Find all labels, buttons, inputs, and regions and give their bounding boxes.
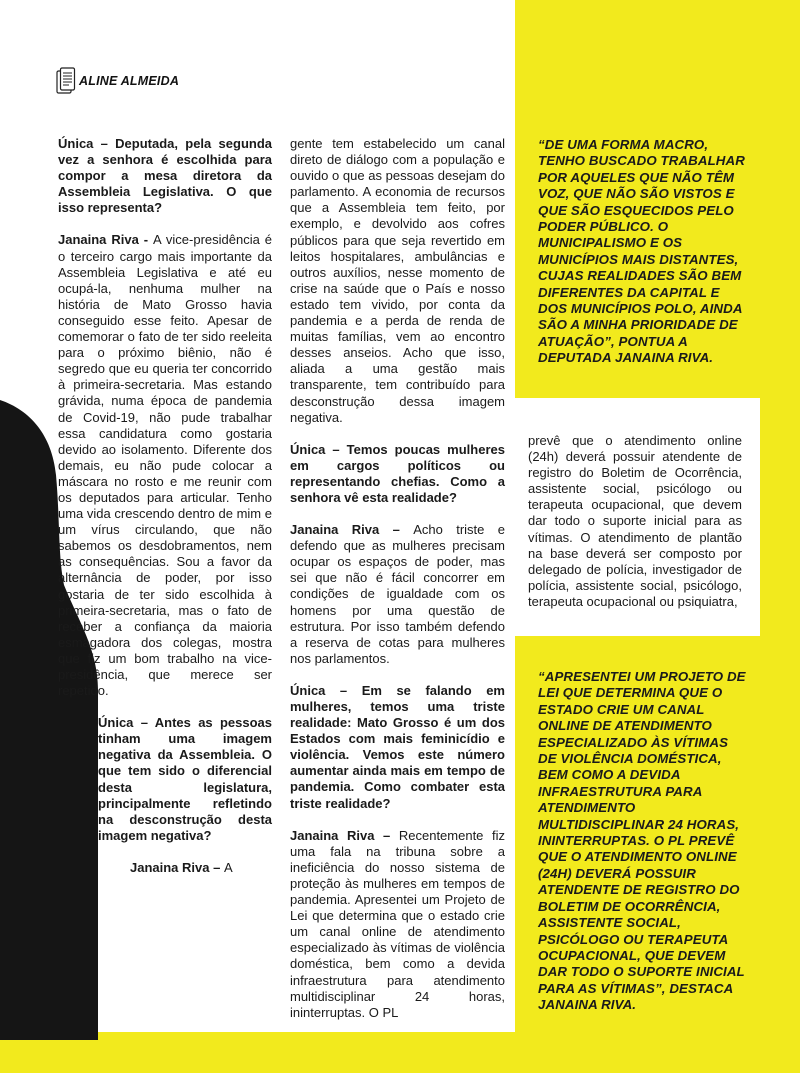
document-icon: [56, 67, 76, 95]
pull-quote-2: “APRESENTEI UM PROJETO DE LEI QUE DETERMINA QUE O ESTADO CRIE UM CANAL ONLINE DE ATENDIMENTO ESPECIALIZADO ÀS VÍTIMAS DE VIOLÊNCIA DOMÉSTICA, BEM COMO A DEVIDA INFRAESTRUTURA PARA ATENDIMENTO MULTIDISCIPLINAR 24 HORAS, ININTERRUPTAS. O PL PREVÊ QUE O ATENDIMENTO ONLINE (24H) DEVERÁ POSSUIR ATENDENTE DE REGISTRO DO BOLETIM DE OCORRÊNCIA, ASSISTENTE SOCIAL, PSICÓLOGO OU TERAPEUTA OCUPACIONAL, QUE DEVEM DAR TODO O SUPORTE INICIAL PARA AS VÍTIMAS”, DESTACA JANAINA RIVA.: [538, 669, 746, 1013]
answer-1: [58, 232, 272, 699]
answer-4-text: Recentemente fiz uma fala na tribuna sobre a ineficiência do nosso sistema de proteção às mulheres em tempos de pandemia. Apresentei um Projeto de Lei que determina que o estado crie um canal online de atendimento especializado às vítimas de violência doméstica, bem como a devida infraestrutura para atendimento multidisciplinar 24 horas, ininterruptas. O PL: [290, 827, 505, 1020]
author-name: ALINE ALMEIDA: [79, 74, 180, 88]
question-3: Única – Temos poucas mulheres em cargos políticos ou representando chefias. Como a senhora vê esta realidade?: [290, 441, 505, 505]
answer-3-speaker: Janaina Riva –: [290, 522, 414, 538]
article-header: [56, 66, 179, 96]
answer-2-start: [58, 860, 272, 876]
answer-2-speaker: Janaina Riva –: [130, 859, 224, 875]
question-4: Única – Em se falando em mulheres, temos uma triste realidade: Mato Grosso é um dos Estados com mais feminicídio e violência. Vemos este número aumentar ainda mais em tempo de pandemia. Como combater esta triste realidade?: [290, 682, 505, 811]
question-2: Única – Antes as pessoas tinham uma imagem negativa da Assembleia. O que tem sido o diferencial desta legislatura, principalmente refletindo na desconstrução desta imagem negativa?: [98, 715, 272, 843]
answer-3: [290, 522, 505, 667]
answer-3-text: Acho triste e defendo que as mulheres precisam ocupar os espaços de poder, mas sei que não é fácil concorrer em condições de igualdade com os homens por uma questão de estrutura. Por isso também defendo a reserva de cotas para mulheres nos parlamentos.: [290, 522, 505, 666]
answer-4: [290, 828, 505, 1021]
answer-1-text: A vice-presidência é o terceiro cargo mais importante da Assembleia Legislativa e até eu ocupá-la, nenhuma mulher na história de Mato Grosso havia conseguido esse feito. Apesar de comemorar o fato de ter sido reeleita para o próximo biênio, não é segredo que eu queria ter concorrido à primeira-secretaria. Mas estando grávida, numa época de pandemia de Covid-19, não pude trabalhar essa candidatura como gostaria devido ao isolamento. Diferente dos demais, eu não pude colocar a máscara no rosto e me reunir com os deputados para articular. Tenho uma vida crescendo dentro de mim e um vírus circulando, que não sabemos os desdobramentos, nem as consequências. Sou a favor da alternância de poder, por isso gostaria de ter sido escolhida à primeira-secretaria, mas o fato de receber a confiança da maioria esmagadora dos colegas, mostra que fiz um bom trabalho na vice-presidência, que merece ser repetido.: [58, 232, 272, 699]
pull-quote-1: “DE UMA FORMA MACRO, TENHO BUSCADO TRABALHAR POR AQUELES QUE NÃO TÊM VOZ, QUE NÃO SÃO VISTOS E QUE SÃO ESQUECIDOS PELO PODER PÚBLICO. O MUNICIPALISMO E OS MUNICÍPIOS MAIS DISTANTES, CUJAS REALIDADES SÃO BEM DIFERENTES DA CAPITAL E DOS MUNICÍPIOS POLO, AINDA SÃO A MINHA PRIORIDADE DE ATUAÇÃO”, PONTUA A DEPUTADA JANAINA RIVA.: [538, 137, 745, 366]
answer-4-continued: prevê que o atendimento online (24h) deverá possuir atendente de registro do Boletim de Ocorrência, assistente social, psicólogo ou terapeuta ocupacional, que devem dar todo o suporte inicial para as vítimas. O atendimento de plantão na base deverá ser composto por delegado de polícia, investigador de polícia, assistente social, psicólogo, terapeuta ocupacional ou psiquiatra,: [528, 433, 742, 609]
yellow-panel-strip: [760, 398, 800, 636]
column-left: [58, 136, 272, 876]
question-1: Única – Deputada, pela segunda vez a senhora é escolhida para compor a mesa diretora da Assembleia Legislativa. O que isso representa?: [58, 136, 272, 216]
column-middle: [290, 136, 505, 1021]
answer-1-speaker: Janaina Riva -: [58, 232, 154, 248]
column-right: [528, 433, 742, 610]
answer-2-continued: gente tem estabelecido um canal direto de diálogo com a população e ouvido o que as pessoas desejam do parlamento. A economia de recursos que a Assembleia tem feito, por exemplo, e devolvido aos cofres públicos para que seja revertido em leitos hospitalares, ambulâncias e outros auxílios, nesse momento de crise na saúde que o País e nosso estado tem vivido, por conta da pandemia e a perda de renda de muitas famílias, vem ao encontro desses anseios. Acho que isso, aliada a uma gestão mais transparente, tem contribuído para desconstrução dessa imagem negativa.: [290, 136, 505, 425]
answer-2-text: A: [223, 859, 233, 875]
answer-4-speaker: Janaina Riva –: [290, 827, 399, 843]
